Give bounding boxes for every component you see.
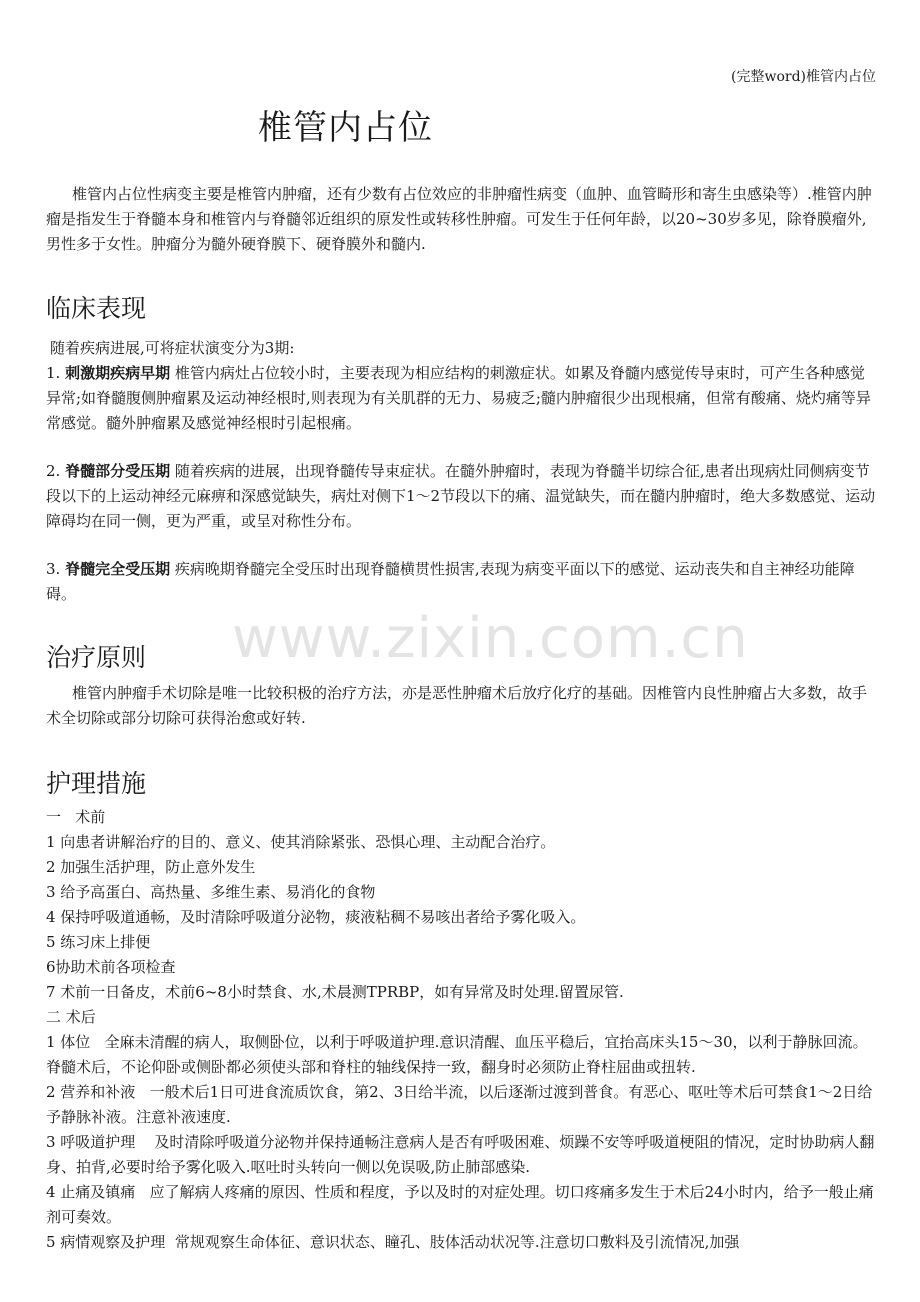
document-body (46, 182, 878, 1255)
preop-item: 2 加强生活护理，防止意外发生 (46, 858, 256, 876)
postop-label: 二 术后 (46, 1008, 96, 1026)
preop-item: 5 练习床上排便 (46, 933, 151, 951)
document-header-label: (完整word)椎管内占位 (731, 69, 876, 85)
preop-item: 4 保持呼吸道通畅，及时清除呼吸道分泌物，痰液粘稠不易咳出者给予雾化吸入。 (46, 908, 586, 926)
watermark: www.zixin.com.cn (232, 606, 749, 671)
spacer (46, 534, 878, 557)
clinical-heading: 临床表现 (46, 294, 147, 323)
page-title: 椎管内占位 (258, 108, 433, 148)
preop-item: 3 给予高蛋白、高热量、多维生素、易消化的食物 (46, 883, 376, 901)
nursing-heading: 护理措施 (46, 769, 147, 798)
treatment-paragraph: 椎管内肿瘤手术切除是唯一比较积极的治疗方法，亦是恶性肿瘤术后放疗化疗的基础。因椎管内良性肿瘤占大多数，故手术全切除或部分切除可获得治愈或好转. (46, 684, 868, 727)
postop-item: 3 呼吸道护理 及时清除呼吸道分泌物并保持通畅注意病人是否有呼吸困难、烦躁不安等呼吸道梗阻的情况，定时协助病人翻身、拍背,必要时给予雾化吸入.呕吐时头转向一侧以免误吸,防止肺部感染. (46, 1133, 875, 1176)
stage-text: 疾病晚期脊髓完全受压时出现脊髓横贯性损害,表现为病变平面以下的感觉、运动丧失和自主神经功能障碍。 (46, 560, 855, 603)
postop-item: 1 体位 全麻未清醒的病人，取侧卧位，以利于呼吸道护理.意识清醒、血压平稳后，宜抬高床头15～30，以利于静脉回流。脊髓术后，不论仰卧或侧卧都必须使头部和脊柱的轴线保持一致，翻身时必须防止脊柱屈曲或扭转. (46, 1033, 868, 1076)
stage-3 (46, 557, 878, 607)
postop-item: 5 病情观察及护理 常规观察生命体征、意识状态、瞳孔、肢体活动状况等.注意切口敷料及引流情况,加强 (46, 1233, 740, 1251)
preop-item: 7 术前一日备皮，术前6~8小时禁食、水,术晨测TPRBP，如有异常及时处理.留置尿管. (46, 983, 624, 1001)
spacer (46, 436, 878, 459)
stage-number: 1. (46, 364, 61, 382)
stage-2 (46, 459, 878, 534)
stage-name: 脊髓部分受压期 (65, 462, 171, 480)
intro-paragraph: 椎管内占位性病变主要是椎管内肿瘤，还有少数有占位效应的非肿瘤性病变（血肿、血管畸形和寄生虫感染等）.椎管内肿瘤是指发生于脊髓本身和椎管内与脊髓邻近组织的原发性或转移性肿瘤。可发生于任何年龄，以20~30岁多见，除脊膜瘤外,男性多于女性。肿瘤分为髓外硬脊膜下、硬脊膜外和髓内. (46, 185, 872, 253)
stage-number: 3. (46, 560, 61, 578)
preop-label: 一 术前 (46, 808, 106, 826)
clinical-intro: 随着疾病进展,可将症状演变分为3期: (50, 339, 295, 357)
treatment-heading: 治疗原则 (46, 643, 147, 672)
stage-text: 随着疾病的进展，出现脊髓传导束症状。在髓外肿瘤时，表现为脊髓半切综合征,患者出现病灶同侧病变节段以下的上运动神经元麻痹和深感觉缺失，病灶对侧下1～2节段以下的痛、温觉缺失，而在髓内肿瘤时，绝大多数感觉、运动障碍均在同一侧，更为严重，或呈对称性分布。 (46, 462, 876, 530)
stage-1 (46, 361, 878, 436)
postop-item: 4 止痛及镇痛 应了解病人疼痛的原因、性质和程度，予以及时的对症处理。切口疼痛多发生于术后24小时内，给予一般止痛剂可奏效。 (46, 1183, 874, 1226)
stage-text: 椎管内病灶占位较小时，主要表现为相应结构的刺激症状。如累及脊髓内感觉传导束时，可产生各种感觉异常;如脊髓腹侧肿瘤累及运动神经根时,则表现为有关肌群的无力、易疲乏;髓内肿瘤很少出现根痛，但常有酸痛、烧灼痛等异常感觉。髓外肿瘤累及感觉神经根时引起根痛。 (46, 364, 871, 432)
preop-item: 1 向患者讲解治疗的目的、意义、使其消除紧张、恐惧心理、主动配合治疗。 (46, 833, 556, 851)
postop-item: 2 营养和补液 一般术后1日可进食流质饮食，第2、3日给半流，以后逐渐过渡到普食。有恶心、呕吐等术后可禁食1～2日给予静脉补液。注意补液速度. (46, 1083, 873, 1126)
stage-number: 2. (46, 462, 61, 480)
stage-name: 刺激期疾病早期 (65, 364, 171, 382)
stage-name: 脊髓完全受压期 (65, 560, 171, 578)
preop-item: 6协助术前各项检查 (46, 958, 176, 976)
